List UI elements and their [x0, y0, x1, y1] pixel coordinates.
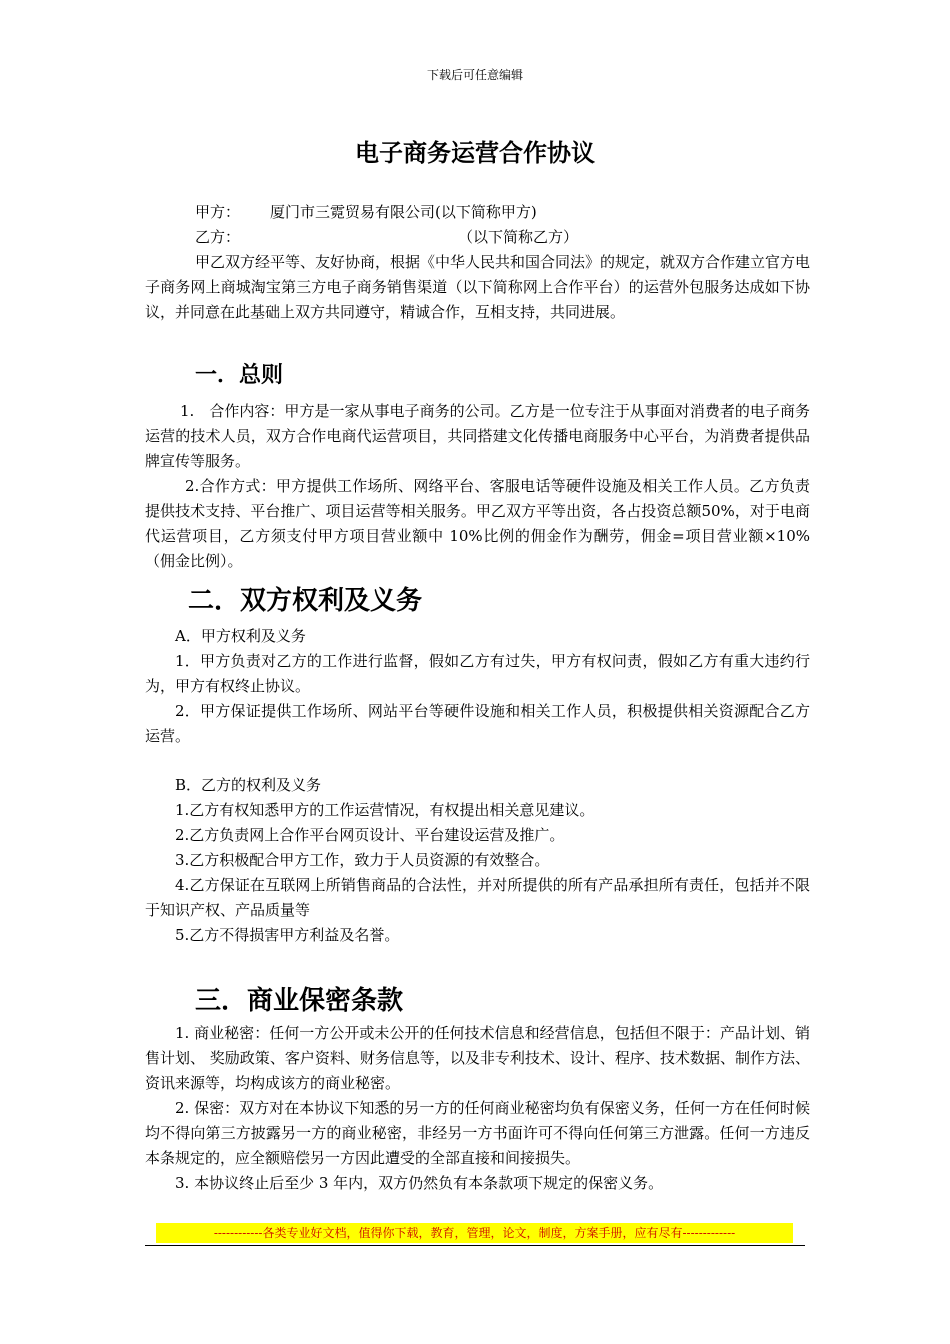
section-2a-item-2: 2．甲方保证提供工作场所、网站平台等硬件设施和相关工作人员，积极提供相关资源配合乙方运营。: [145, 702, 810, 745]
intro-paragraph: 甲乙双方经平等、友好协商，根据《中华人民共和国合同法》的规定，就双方合作建立官方电子商务网上商城淘宝第三方电子商务销售渠道（以下简称网上合作平台）的运营外包服务达成如下协议，并同意在此基础上双方共同遵守，精诚合作，互相支持，共同进展。: [145, 253, 811, 321]
party-a-name: 厦门市三霓贸易有限公司(以下简称甲方): [270, 203, 537, 221]
section-3-item-1: 1. 商业秘密：任何一方公开或未公开的任何技术信息和经营信息，包括但不限于：产品计划、销售计划、 奖励政策、客户资料、财务信息等，以及非专利技术、设计、程序、技术数据、制作方法、资讯来源等，均构成该方的商业秘密。: [145, 1024, 810, 1092]
section-2b-item-5: 5.乙方不得损害甲方利益及名誉。: [175, 926, 400, 944]
section-2-heading: 二．双方权利及义务: [188, 586, 423, 616]
party-a-label: 甲方：: [195, 203, 241, 221]
party-b-name: （以下简称乙方）: [458, 228, 579, 246]
section-1-item-1: 1. 合作内容：甲方是一家从事电子商务的公司。乙方是一位专注于从事面对消费者的电子商务运营的技术人员，双方合作电商代运营项目，共同搭建文化传播电商服务中心平台，为消费者提供品牌宣传等服务。: [145, 402, 810, 470]
section-1-item-2: 2.合作方式：甲方提供工作场所、网络平台、客服电话等硬件设施及相关工作人员。乙方负责提供技术支持、平台推广、项目运营等相关服务。甲乙双方平等出资，各占投资总额50%，对于电商代运营项目，乙方须支付甲方项目营业额中 10%比例的佣金作为酬劳，佣金=项目营业额×10%（佣金比例）。: [145, 477, 810, 570]
section-1-heading: 一．总则: [195, 363, 284, 388]
header-note: 下载后可任意编辑: [426, 68, 523, 82]
document-title: 电子商务运营合作协议: [355, 139, 595, 167]
footer-divider: [145, 1245, 805, 1246]
section-2b-item-2: 2.乙方负责网上合作平台网页设计、平台建设运营及推广。: [175, 826, 565, 844]
section-2b-item-3: 3.乙方积极配合甲方工作，致力于人员资源的有效整合。: [175, 851, 550, 869]
section-3-item-2: 2. 保密：双方对在本协议下知悉的另一方的任何商业秘密均负有保密义务，任何一方在任何时候均不得向第三方披露另一方的商业秘密，非经另一方书面许可不得向任何第三方泄露。任何一方违反本条规定的，应全额赔偿另一方因此遭受的全部直接和间接损失。: [145, 1099, 810, 1167]
section-2b-item-1: 1.乙方有权知悉甲方的工作运营情况，有权提出相关意见建议。: [175, 801, 595, 819]
footer-banner: ------------各类专业好文档，值得你下载，教育，管理，论文，制度，方案手册，应有尽有-------------: [156, 1223, 793, 1243]
section-2b-heading: B．乙方的权利及义务: [175, 776, 322, 794]
party-b-label: 乙方：: [195, 228, 241, 246]
section-2b-item-4: 4.乙方保证在互联网上所销售商品的合法性，并对所提供的所有产品承担所有责任，包括并不限于知识产权、产品质量等: [145, 876, 810, 919]
section-3-item-3: 3. 本协议终止后至少 3 年内，双方仍然负有本条款项下规定的保密义务。: [175, 1174, 664, 1192]
section-2a-item-1: 1．甲方负责对乙方的工作进行监督，假如乙方有过失，甲方有权问责，假如乙方有重大违约行为，甲方有权终止协议。: [145, 652, 810, 695]
section-3-heading: 三．商业保密条款: [195, 986, 404, 1016]
section-2a-heading: A．甲方权利及义务: [175, 627, 306, 645]
